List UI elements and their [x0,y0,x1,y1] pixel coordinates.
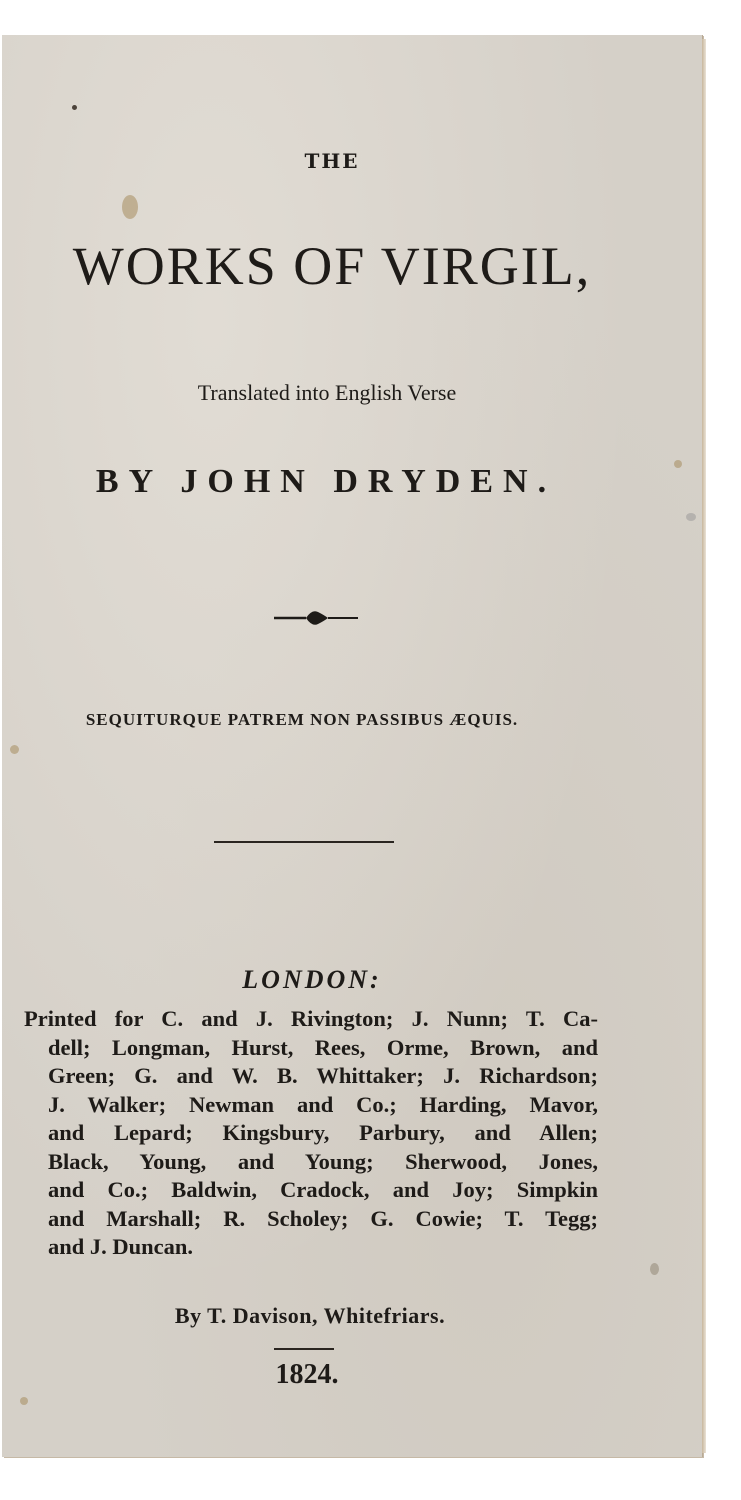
foxing-spot [122,195,138,219]
printers-line: Black, Young, and Young; Sherwood, Jones, [48,1148,598,1174]
printers-line: Green; G. and W. B. Whittaker; J. Richardson; [48,1063,598,1088]
foxing-spot [20,1397,28,1405]
foxing-spot [72,105,77,110]
small-rule [274,1348,334,1350]
title-page [2,35,702,1457]
foxing-spot [674,460,682,468]
printers-line: and Co.; Baldwin, Cradock, and Joy; Simpkin [48,1177,598,1202]
printers-line: and J. Duncan. [48,1234,194,1259]
printer-line: By T. Davison, Whitefriars. [174,1303,446,1328]
printers-line: J. Walker; Newman and Co.; Harding, Mavor, [48,1091,598,1117]
printers-list [24,1005,598,1262]
printers-line: and Marshall; R. Scholey; G. Cowie; T. Tegg; [48,1205,598,1231]
ornament-icon [272,603,362,633]
foxing-spot [686,513,696,521]
foxing-spot [10,745,19,754]
foxing-spot [650,1263,659,1275]
divider-rule [214,841,394,843]
imprint-place: LONDON: [242,965,382,994]
printers-line: Printed for C. and J. Rivington; J. Nunn; T. Ca- [24,1006,598,1031]
title-the: THE [304,149,360,173]
main-title: WORKS OF VIRGIL, [72,236,592,296]
publication-year: 1824. [275,1359,339,1390]
latin-motto: SEQUITURQUE PATREM NON PASSIBUS ÆQUIS. [85,710,519,729]
author-line: BY JOHN DRYDEN. [95,463,557,500]
printers-line: and Lepard; Kingsbury, Parbury, and Allen; [48,1120,598,1145]
printers-line: dell; Longman, Hurst, Rees, Orme, Brown, and [48,1034,598,1060]
page-edge [702,39,706,1453]
subtitle: Translated into English Verse [197,380,457,405]
